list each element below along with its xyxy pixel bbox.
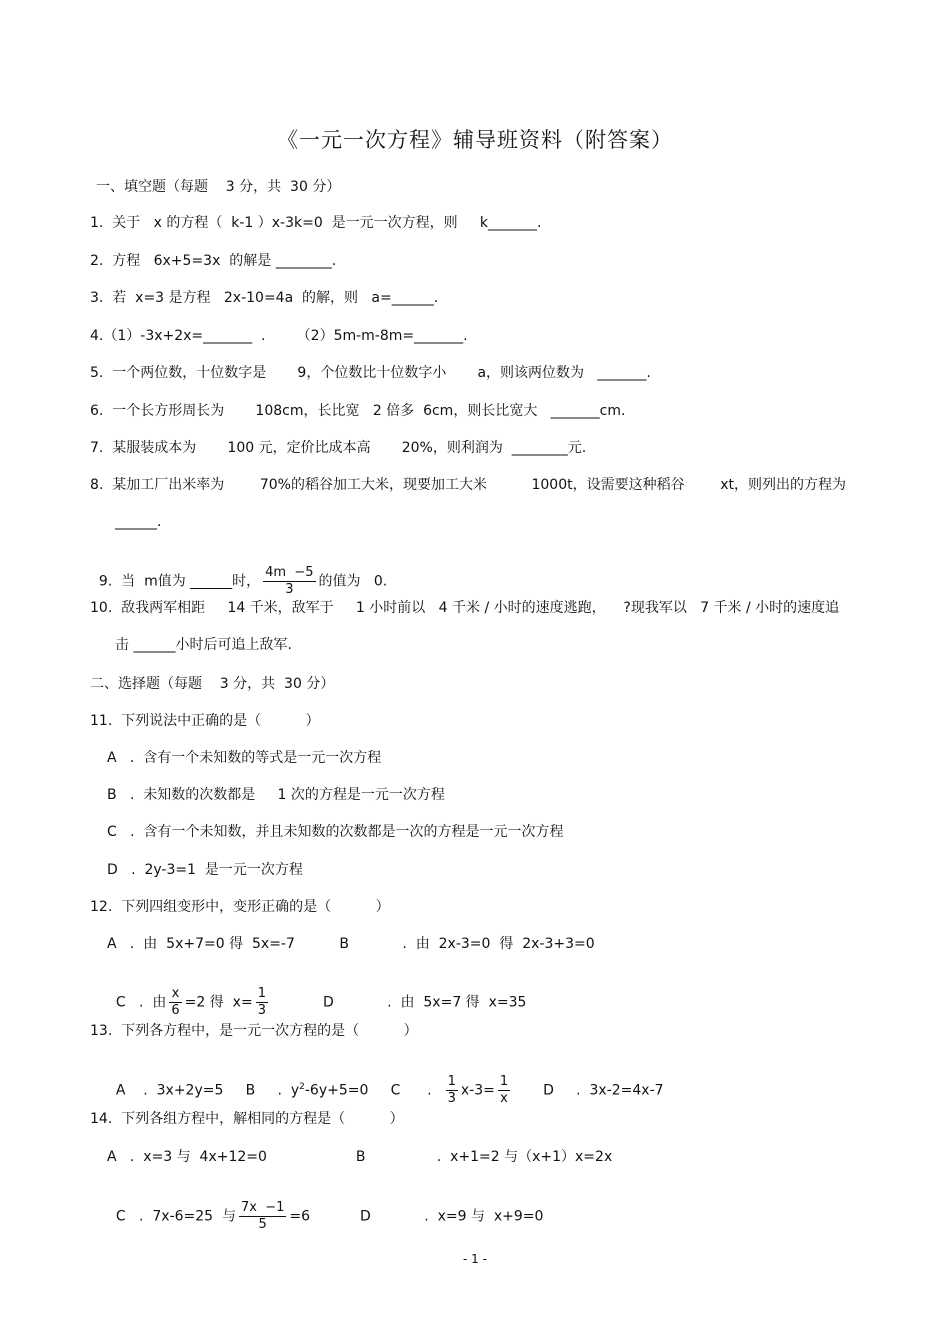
section-choice: 二、选择题（每题 3 分，共 30 分） [90, 676, 335, 692]
option-13-d: D . 3x-2=4x-7 [543, 1082, 664, 1099]
fraction [169, 986, 181, 1019]
question-14: 14. 下列各组方程中，解相同的方程是（ ） [90, 1111, 404, 1127]
numerator: x [169, 986, 181, 1003]
numerator: 4m −5 [265, 565, 314, 580]
fraction [256, 986, 268, 1019]
question-10-cont: 击 ______小时后可追上敌军. [115, 637, 292, 653]
section-fill-in: 一、填空题（每题 3 分，共 30 分） [96, 179, 341, 195]
question-7: 7. 某服装成本为 100 元，定价比成本高 20%，则利润为 ________元. [90, 440, 587, 456]
question-8-blank: ______. [115, 514, 162, 530]
exponent: 2 [299, 1081, 305, 1092]
option-12-d: D . 由 5x=7 得 x=35 [322, 994, 527, 1011]
question-9 [90, 545, 387, 598]
denominator: 3 [257, 1003, 266, 1018]
question-8: 8. 某加工厂出米率为 70%的稻谷加工大米，现要加工大米 1000t，设需要这种稻谷 xt，则列出的方程为 [90, 477, 846, 493]
page-number: - 1 - [463, 1252, 487, 1266]
option-13-c-mid: x-3= [460, 1082, 495, 1099]
numerator: 1 [447, 1074, 456, 1089]
question-12: 12. 下列四组变形中，变形正确的是（ ） [90, 899, 390, 915]
option-11-d: D . 2y-3=1 是一元一次方程 [107, 862, 303, 878]
option-13-ab: A . 3x+2y=5 B . y [115, 1082, 300, 1099]
question-2: 2. 方程 6x+5=3x 的解是 ________. [90, 253, 337, 269]
question-9-suffix: 的值为 0. [318, 573, 388, 590]
option-13-row [107, 1054, 664, 1107]
denominator: 3 [447, 1091, 456, 1106]
fraction [239, 1200, 286, 1233]
question-11: 11. 下列说法中正确的是（ ） [90, 713, 320, 729]
numerator: 1 [257, 986, 266, 1001]
option-14-ab: A . x=3 与 4x+12=0 B . x+1=2 与（x+1）x=2x [107, 1149, 613, 1165]
question-5: 5. 一个两位数，十位数字是 9，个位数比十位数字小 a，则该两位数为 _______. [90, 365, 651, 381]
denominator: x [500, 1091, 508, 1106]
option-12-ab: A . 由 5x+7=0 得 5x=-7 B . 由 2x-3=0 得 2x-3+3=0 [107, 936, 595, 952]
option-12-c-mid: =2 得 x= [184, 994, 253, 1011]
option-11-a: A . 含有一个未知数的等式是一元一次方程 [107, 750, 382, 766]
option-11-b: B . 未知数的次数都是 1 次的方程是一元一次方程 [107, 787, 445, 803]
option-14-cd [107, 1180, 543, 1233]
fraction [446, 1074, 458, 1107]
denominator: 3 [285, 582, 294, 597]
question-13: 13. 下列各方程中，是一元一次方程的是（ ） [90, 1023, 418, 1039]
question-4: 4.（1）-3x+2x=_______ . （2）5m-m-8m=_______. [90, 328, 468, 344]
option-14-c-post: =6 [289, 1208, 311, 1225]
question-6: 6. 一个长方形周长为 108cm，长比宽 2 倍多 6cm，则长比宽大 _______cm. [90, 403, 626, 419]
question-1: 1. 关于 x 的方程（ k-1 ）x-3k=0 是一元一次方程，则 k_______. [90, 215, 542, 231]
numerator: 1 [499, 1074, 509, 1089]
fraction [498, 1074, 510, 1107]
question-10: 10. 敌我两军相距 14 千米，敌军于 1 小时前以 4 千米 / 小时的速度逃跑， ?现我军以 7 千米 / 小时的速度追 [90, 600, 840, 616]
question-3: 3. 若 x=3 是方程 2x-10=4a 的解，则 a=______. [90, 290, 439, 306]
question-9-prefix: 9. 当 m值为 ______时， [98, 573, 261, 590]
option-14-d: D . x=9 与 x+9=0 [360, 1208, 544, 1225]
option-11-c: C . 含有一个未知数，并且未知数的次数都是一次的方程是一元一次方程 [107, 824, 564, 840]
numerator: 7x −1 [240, 1200, 285, 1215]
option-12-c: C . 由 [115, 994, 167, 1011]
fraction [263, 565, 315, 598]
option-12-cd [107, 966, 526, 1019]
document-title: 《一元一次方程》辅导班资料（附答案） [277, 128, 673, 152]
denominator: 6 [171, 1003, 180, 1018]
option-14-c: C . 7x-6=25 与 [115, 1208, 236, 1225]
denominator: 5 [258, 1217, 267, 1232]
option-13-b-rest: -6y+5=0 C . [304, 1082, 432, 1099]
